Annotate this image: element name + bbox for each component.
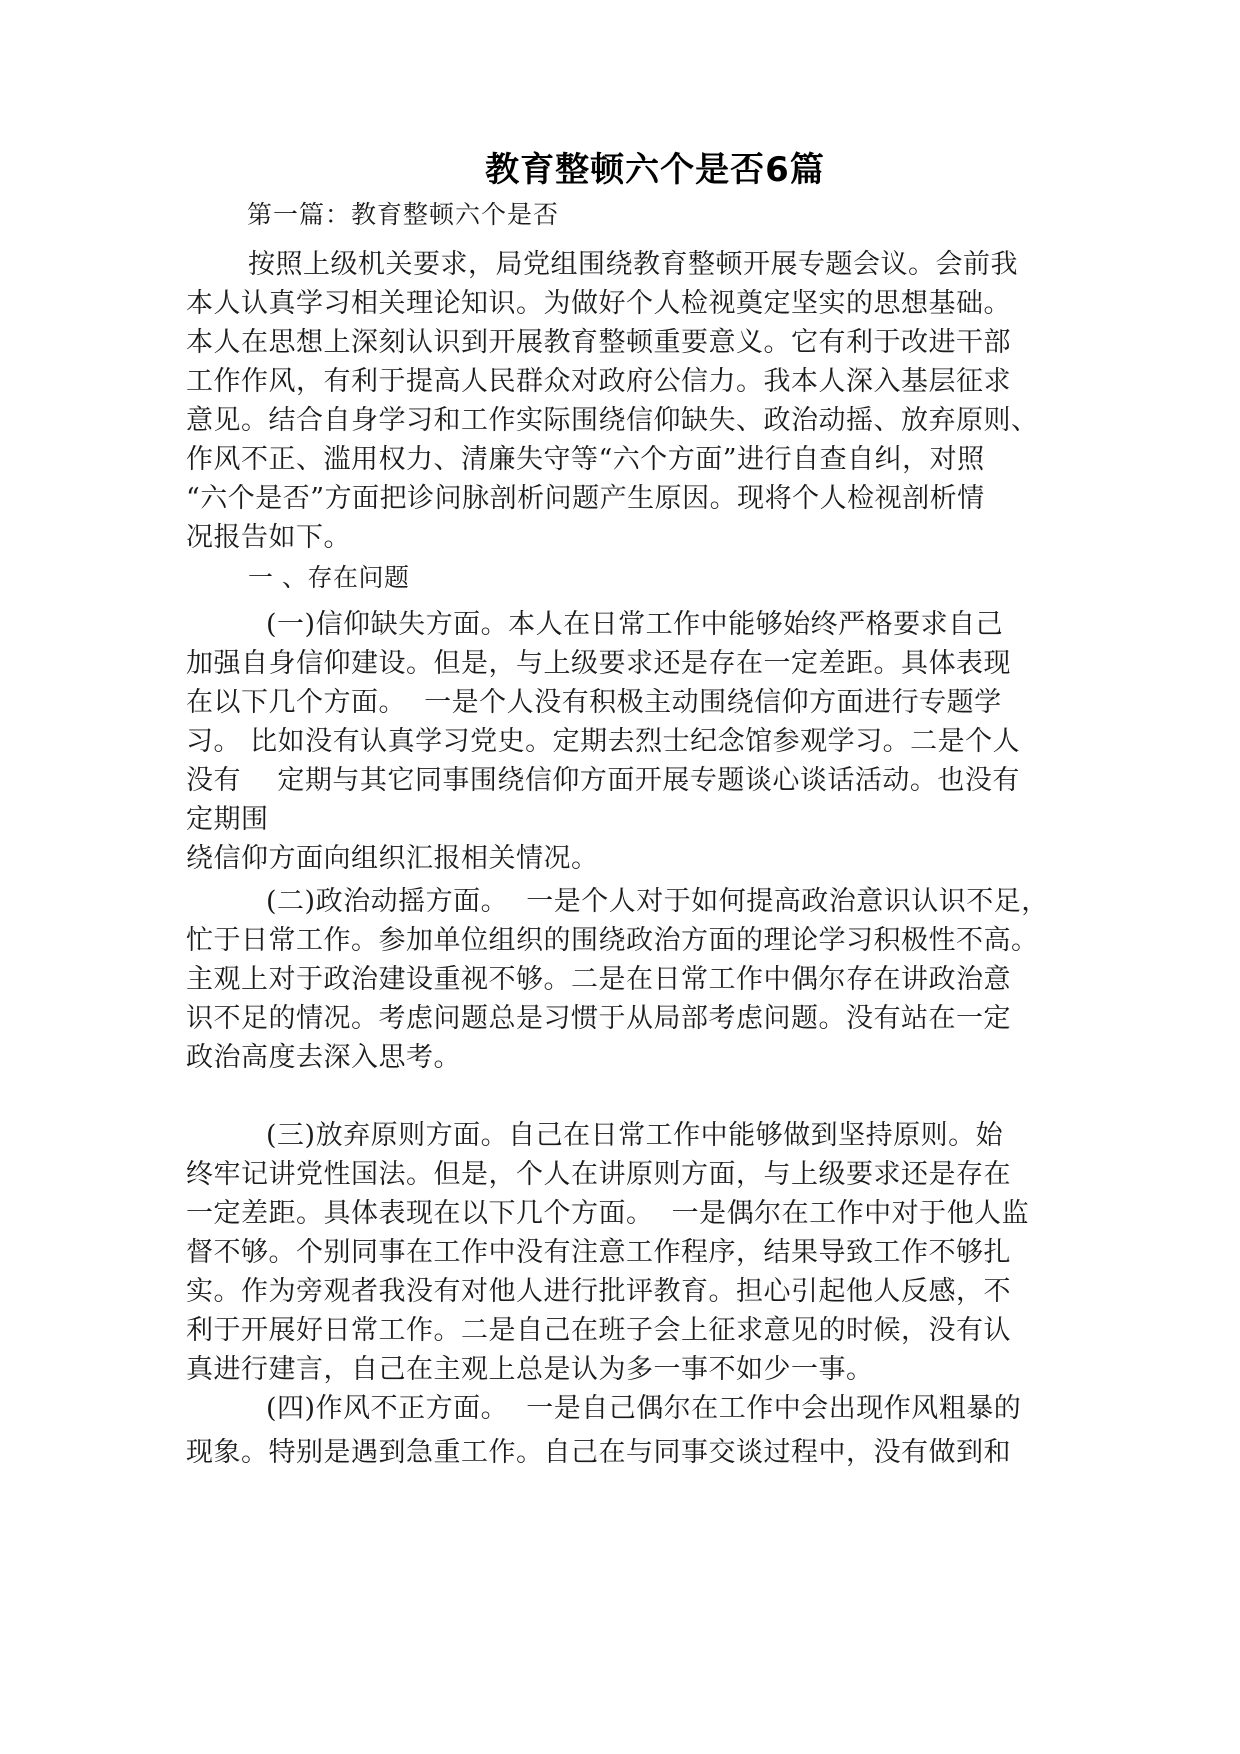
paragraph-line: 没有 定期与其它同事围绕信仰方面开展专题谈心谈话活动。也没有 <box>186 765 1020 796</box>
paragraph-style <box>186 1387 1056 1475</box>
paragraph-line: “六个是否”方面把诊问脉剖析问题产生原因。现将个人检视剖析情 <box>186 483 985 514</box>
paragraph-line: (二)政治动摇方面。 一是个人对于如何提高政治意识认识不足， <box>266 886 1049 917</box>
paragraph-line: 实。作为旁观者我没有对他人进行批评教育。担心引起他人反感，不 <box>186 1276 1011 1307</box>
paragraph-line: 政治高度去深入思考。 <box>186 1042 461 1073</box>
paragraph-line: 意见。结合自身学习和工作实际围绕信仰缺失、政治动摇、放弃原则、 <box>186 405 1039 436</box>
paragraph-line: 绕信仰方面向组织汇报相关情况。 <box>186 843 599 874</box>
paragraph-line: 工作作风，有利于提高人民群众对政府公信力。我本人深入基层征求 <box>186 366 1011 397</box>
paragraph-line: 定期围 <box>186 804 269 835</box>
paragraph-line: 利于开展好日常工作。二是自己在班子会上征求意见的时候，没有认 <box>186 1315 1011 1346</box>
intro-paragraph <box>186 245 1056 557</box>
subheading-block <box>186 558 1056 597</box>
paragraph-line: 在以下几个方面。 一是个人没有积极主动围绕信仰方面进行专题学 <box>186 687 1002 718</box>
paragraph-line: 本人认真学习相关理论知识。为做好个人检视奠定坚实的思想基础。 <box>186 288 1011 319</box>
paragraph-line: 督不够。个别同事在工作中没有注意工作程序，结果导致工作不够扎 <box>186 1237 1011 1268</box>
paragraph-line: 一定差距。具体表现在以下几个方面。 一是偶尔在工作中对于他人监 <box>186 1198 1030 1229</box>
paragraph-line: 真进行建言，自己在主观上总是认为多一事不如少一事。 <box>186 1354 874 1385</box>
section-heading: 第一篇：教育整顿六个是否 <box>247 200 560 229</box>
paragraph-line: 习。 比如没有认真学习党史。定期去烈士纪念馆参观学习。二是个人 <box>186 726 1021 757</box>
paragraph-line: 主观上对于政治建设重视不够。二是在日常工作中偶尔存在讲政治意 <box>186 964 1011 995</box>
paragraph-politics <box>186 882 1056 1077</box>
paragraph-line: 终牢记讲党性国法。但是，个人在讲原则方面，与上级要求还是存在 <box>186 1159 1011 1190</box>
paragraph-line: 作风不正、滥用权力、清廉失守等“六个方面”进行自查自纠，对照 <box>186 444 985 475</box>
paragraph-line: 本人在思想上深刻认识到开展教育整顿重要意义。它有利于改进干部 <box>186 327 1011 358</box>
paragraph-line: 况报告如下。 <box>186 522 351 553</box>
paragraph-principles <box>186 1116 1056 1389</box>
paragraph-line: 按照上级机关要求，局党组围绕教育整顿开展专题会议。会前我 <box>248 249 1018 280</box>
paragraph-line: 加强自身信仰建设。但是，与上级要求还是存在一定差距。具体表现 <box>186 648 1011 679</box>
paragraph-line: 现象。特别是遇到急重工作。自己在与同事交谈过程中，没有做到和 <box>186 1437 1011 1468</box>
document-title: 教育整顿六个是否6篇 <box>485 150 825 190</box>
paragraph-line: (三)放弃原则方面。自己在日常工作中能够做到坚持原则。始 <box>266 1120 1004 1151</box>
paragraph-line: 忙于日常工作。参加单位组织的围绕政治方面的理论学习积极性不高。 <box>186 925 1039 956</box>
paragraph-line: (四)作风不正方面。 一是自己偶尔在工作中会出现作风粗暴的 <box>266 1393 1022 1424</box>
subheading: 一 、存在问题 <box>248 563 410 592</box>
paragraph-line: (一)信仰缺失方面。本人在日常工作中能够始终严格要求自己 <box>266 609 1004 640</box>
paragraph-belief <box>186 605 1056 878</box>
paragraph-line: 识不足的情况。考虑问题总是习惯于从局部考虑问题。没有站在一定 <box>186 1003 1011 1034</box>
